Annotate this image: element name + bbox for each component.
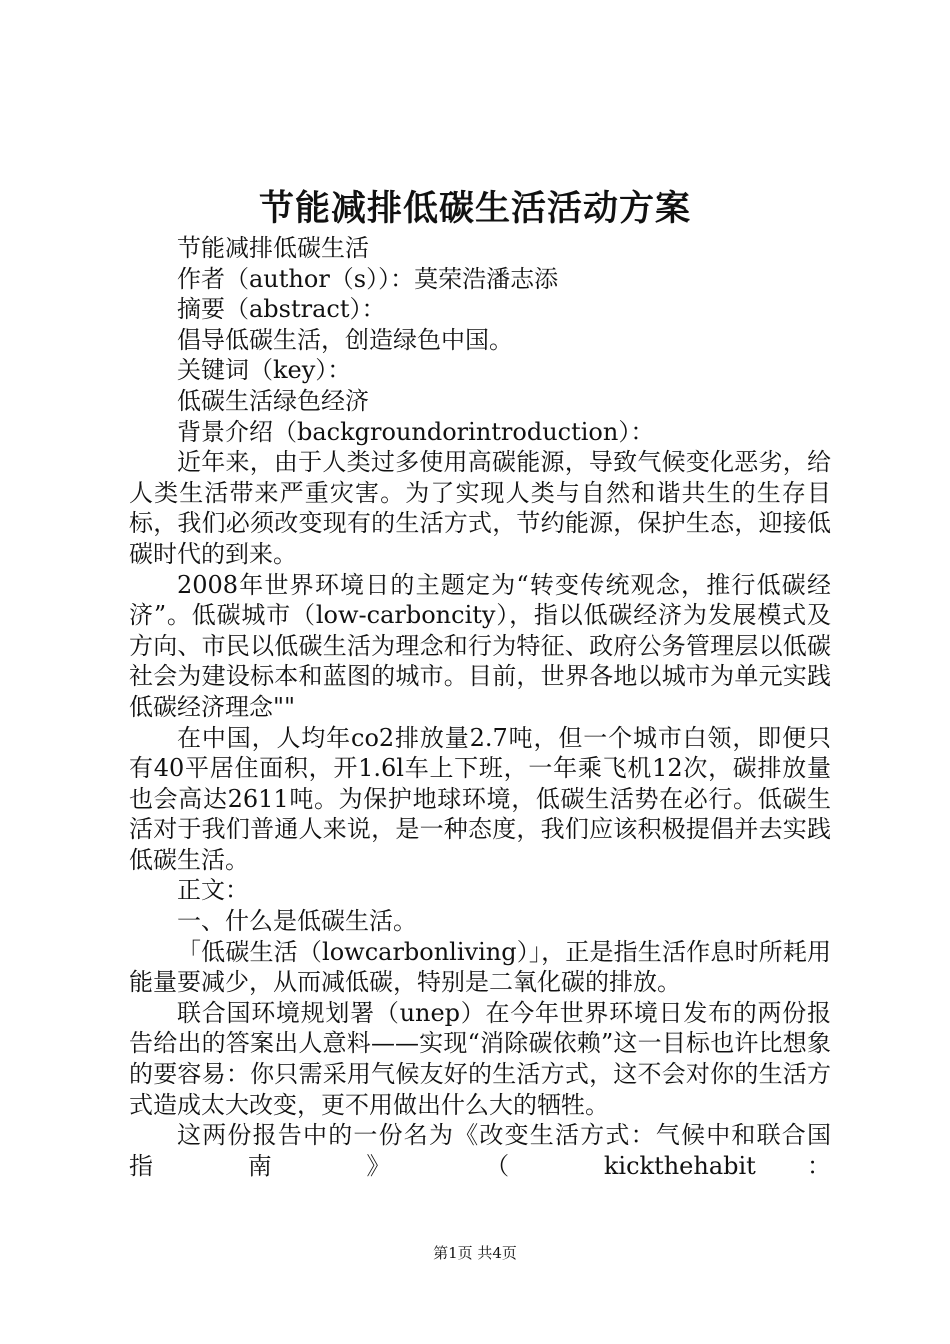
paragraph-subtitle: 节能减排低碳生活 — [177, 234, 369, 262]
paragraph-keywords: 低碳生活绿色经济 — [177, 386, 369, 415]
paragraph-definition: 「低碳生活（lowcarbonliving）」，正是指生活作息时所耗用能量要减少，从而减低碳，特别是二氧化碳的排放。 — [129, 937, 831, 997]
paragraph-background-3: 在中国，人均年co2排放量2.7吨，但一个城市白领，即便只有40平居住面积，开1.6l车上下班，一年乘飞机12次，碳排放量也会高达2611吨。为保护地球环境，低碳生活势在必行。低碳生活对于我们普通人来说，是一种态度，我们应该积极提倡并去实践低碳生活。 — [129, 723, 831, 874]
paragraph-unep: 联合国环境规划署（unep）在今年世界环境日发布的两份报告给出的答案出人意料——实现“消除碳依赖”这一目标也许比想象的要容易：你只需采用气候友好的生活方式，这不会对你的生活方式造成太大改变，更不用做出什么大的牺牲。 — [129, 998, 831, 1119]
paragraph-abstract: 倡导低碳生活，创造绿色中国。 — [177, 325, 513, 354]
paragraph-main-label: 正文： — [177, 876, 249, 905]
page-footer: 第1页 共4页 — [433, 1244, 517, 1262]
document-title: 节能减排低碳生活活动方案 — [258, 188, 691, 229]
document-body — [129, 233, 831, 1181]
paragraph-background-2: 2008年世界环境日的主题定为“转变传统观念，推行低碳经济”。低碳城市（low-carboncity），指以低碳经济为发展模式及方向、市民以低碳生活为理念和行为特征、政府公务管理层以低碳社会为建设标本和蓝图的城市。目前，世界各地以城市为单元实践低碳经济理念"" — [129, 570, 831, 721]
paragraph-keywords-label: 关键词（key）： — [177, 356, 352, 385]
paragraph-abstract-label: 摘要（abstract）： — [177, 295, 386, 324]
section-heading-1: 一、什么是低碳生活。 — [177, 907, 417, 936]
paragraph-background-label: 背景介绍（backgroundorintroduction）： — [177, 417, 655, 446]
paragraph-author: 作者（author（s））：莫荣浩潘志添 — [177, 264, 559, 293]
paragraph-report: 这两份报告中的一份名为《改变生活方式：气候中和联合国 指 南 》 （ kickthehabit ： — [129, 1121, 831, 1180]
paragraph-background-1: 近年来，由于人类过多使用高碳能源，导致气候变化恶劣，给人类生活带来严重灾害。为了实现人类与自然和谐共生的生存目标，我们必须改变现有的生活方式，节约能源，保护生态，迎接低碳时代的到来。 — [129, 448, 831, 568]
